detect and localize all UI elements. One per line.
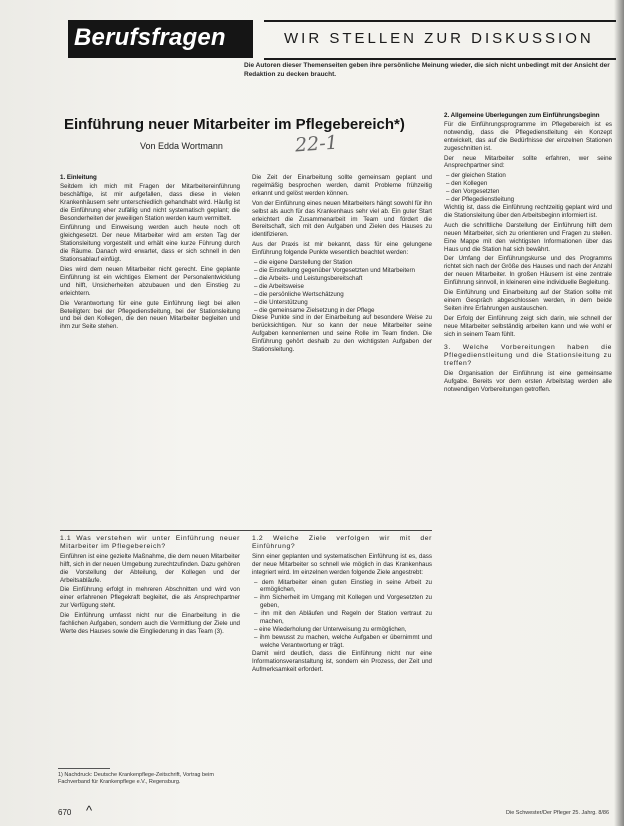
paragraph: Von der Einführung eines neuen Mitarbeiters hängt sowohl für ihn selbst als auch für das Krankenhaus sehr viel ab. Ein guter Start erleichtert die Zusammenarbeit im Team und fördert die Bereitschaft, sich mit den Aufgaben und Zielen des Hauses zu identifizieren. [252, 199, 432, 239]
paragraph: Wichtig ist, dass die Einführung rechtzeitig geplant wird und die Stationsleitung über den Arbeitsbeginn informiert ist. [444, 203, 612, 219]
paragraph: Für die Einführungsprogramme im Pflegebereich ist es notwendig, dass die Pflegedienstleitung ein Konzept entwickelt, das auf die Bedürfnisse der einzelnen Stationen zugeschnitten ist. [444, 120, 612, 152]
footnote: 1) Nachdruck: Deutsche Krankenpflege-Zeitschrift, Vortrag beim Fachverband für Krankenpflege e.V., Regensburg. [58, 772, 214, 785]
paragraph: Einführung und Einweisung werden auch heute noch oft gleichgesetzt. Der neue Mitarbeiter wird am ersten Tag der Stationsleitung vorgestellt und erhält eine kurze Führung durch die Räume. Danach wird erwartet, dass er sich schnell in den Stationsablauf einfügt. [60, 224, 240, 264]
paragraph: Auch die schriftliche Darstellung der Einführung hilft dem neuen Mitarbeiter, sich zu orientieren und Fragen zu stellen. Eine Mappe mit den wichtigsten Informationen über das Haus und die Station hat sich bewährt. [444, 221, 612, 253]
column-3 [444, 112, 612, 806]
list-item: – der Pflegedienstleitung [446, 196, 515, 204]
paragraph: Die Einführung und Einarbeitung auf der Station sollte mit einem Gespräch abgeschlossen werden, in dem beide Seiten ihre Erfahrungen austauschen. [444, 289, 612, 312]
list-item: – die Arbeits- und Leistungsbereitschaft [254, 274, 363, 282]
list-item: – dem Mitarbeiter einen guten Einstieg in seine Arbeit zu ermöglichen, [254, 578, 432, 594]
journal-reference: Die Schwester/Der Pfleger 25. Jahrg. 8/86 [506, 810, 610, 816]
paragraph: Diese Punkte sind in der Einarbeitung auf besondere Weise zu berücksichtigen. Nur so kann der neue Mitarbeiter seine Aufgaben kennenlernen und seine Rolle im Team finden. Die Einführung gehört deshalb zu den wichtigsten Aufgaben der Stationsleitung. [252, 314, 432, 354]
paragraph: Der Erfolg der Einführung zeigt sich darin, wie schnell der neue Mitarbeiter selbständig arbeiten kann und wie wohl er sich in seinem Team fühlt. [444, 314, 612, 338]
paragraph: Seitdem ich mich mit Fragen der Mitarbeitereinführung beschäftige, ist mir aufgefallen, dass diese in vielen Krankenhäusern sehr unterschiedlich gehandhabt wird. Häufig ist die Einführung eher zufällig und nicht systematisch geplant; die Besonderheiten der jeweiligen Station werden kaum vermittelt. [60, 182, 240, 222]
article-title: Einführung neuer Mitarbeiter im Pflegebereich*) [64, 116, 405, 133]
list-item: – die gemeinsame Zielsetzung in der Pflege [254, 306, 375, 314]
page-edge-shadow [614, 0, 624, 826]
paragraph: Die Zeit der Einarbeitung sollte gemeinsam geplant und regelmäßig besprochen werden, damit Probleme frühzeitig erkannt und gelöst werden können. [252, 174, 432, 197]
list-item: – die persönliche Wertschätzung [254, 290, 344, 298]
list-item: – ihn mit den Abläufen und Regeln der Station vertraut zu machen, [254, 610, 432, 626]
header-band [68, 20, 616, 58]
paragraph: Sinn einer geplanten und systematischen Einführung ist es, dass der neue Mitarbeiter so schnell wie möglich in das Krankenhaus integriert wird. Im einzelnen werden folgende Ziele angestrebt: [252, 552, 432, 576]
list-item: – der gleichen Station [446, 172, 506, 180]
paragraph: Der neue Mitarbeiter sollte erfahren, wer seine Ansprechpartner sind: [444, 154, 612, 170]
article-author: Von Edda Wortmann [140, 141, 223, 151]
section-divider [60, 530, 432, 531]
section-title: Berufsfragen [74, 24, 226, 51]
list-item: – die Einstellung gegenüber Vorgesetzten und Mitarbeitern [254, 266, 415, 274]
subsection-heading: 1.2 Welche Ziele verfolgen wir mit der Einführung? [252, 535, 432, 550]
paragraph: Dies wird dem neuen Mitarbeiter nicht gerecht. Eine geplante Einführung ist ein wichtiges Element der Personalentwicklung und hilft, Unsicherheiten abzubauen und den Einstieg zu erleichtern. [60, 265, 240, 297]
list-item: – ihm Sicherheit im Umgang mit Kollegen und Vorgesetzten zu geben, [254, 594, 432, 610]
paragraph: Die Einführung umfasst nicht nur die Einarbeitung in die fachlichen Aufgaben, sondern auch die Vermittlung der Ziele und Werte des Hauses sowie die Eingliederung in das Team (3). [60, 612, 240, 635]
column-1-bottom [60, 535, 240, 763]
paragraph: Der Umfang der Einführungskurse und des Programms richtet sich nach der Größe des Hauses und nach der Anzahl der neuen Mitarbeiter. In großen Häusern ist eine zentrale Einführung sinnvoll, in kleineren eine individuelle Begleitung. [444, 255, 612, 287]
column-1-top [60, 174, 240, 524]
list-item: – den Kollegen [446, 180, 488, 188]
list-item: – die eigene Darstellung der Station [254, 259, 353, 267]
page-number: 670 [58, 808, 72, 817]
subsection-heading: 1.1 Was verstehen wir unter Einführung neuer Mitarbeiter im Pflegebereich? [60, 535, 240, 550]
list-item: – die Unterstützung [254, 298, 308, 306]
footnote-rule [58, 768, 110, 769]
section-heading: 1. Einleitung [60, 174, 97, 181]
list-item: – den Vorgesetzten [446, 188, 500, 196]
section-box [68, 20, 253, 58]
series-banner [264, 20, 616, 60]
list-item: – die Arbeitsweise [254, 282, 304, 290]
series-title: WIR STELLEN ZUR DISKUSSION [284, 30, 594, 47]
page-mark-icon: ^ [86, 803, 93, 818]
paragraph: Die Organisation der Einführung ist eine gemeinsame Aufgabe. Bereits vor dem ersten Arbeitstag werden alle notwendigen Vorbereitungen getroffen. [444, 370, 612, 393]
list-item: – eine Wiederholung der Unterweisung zu ermöglichen, [254, 625, 407, 633]
editorial-note: Die Autoren dieser Themenseiten geben ihre persönliche Meinung wieder, die sich nicht unbedingt mit der Ansicht der Redaktion zu decken braucht. [244, 62, 610, 78]
handwritten-note: 22-1 [294, 131, 339, 157]
paragraph: Die Verantwortung für eine gute Einführung liegt bei allen Beteiligten: bei der Pflegedienstleitung, bei der Stationsleitung und bei den Kollegen, die den neuen Mitarbeiter begleiten und ihm zur Seite stehen. [60, 299, 240, 331]
paragraph: Einführen ist eine gezielte Maßnahme, die dem neuen Mitarbeiter hilft, sich in der neuen Umgebung zurechtzufinden. Dazu gehören die Vorstellung der Abteilung, der Kollegen und der Arbeitsabläufe. [60, 552, 240, 584]
paragraph: Die Einführung erfolgt in mehreren Abschnitten und wird von einer erfahrenen Pflegekraft begleitet, die als Ansprechpartner zur Verfügung steht. [60, 586, 240, 610]
section-heading: 2. Allgemeine Überlegungen zum Einführungsbeginn [444, 112, 600, 119]
column-2-bottom [252, 535, 432, 803]
paragraph: Damit wird deutlich, dass die Einführung nicht nur eine Informationsveranstaltung ist, sondern ein Prozess, der Zeit und Aufmerksamkeit erfordert. [252, 649, 432, 673]
paragraph: Aus der Praxis ist mir bekannt, dass für eine gelungene Einführung folgende Punkte wesentlich beachtet werden: [252, 241, 432, 257]
list-item: – ihm bewusst zu machen, welche Aufgaben er übernimmt und welche Verantwortung er trägt. [254, 633, 432, 649]
subsection-heading: 3. Welche Vorbereitungen haben die Pflegedienstleitung und die Stationsleitung zu treffen? [444, 344, 612, 368]
column-2-top [252, 174, 432, 524]
